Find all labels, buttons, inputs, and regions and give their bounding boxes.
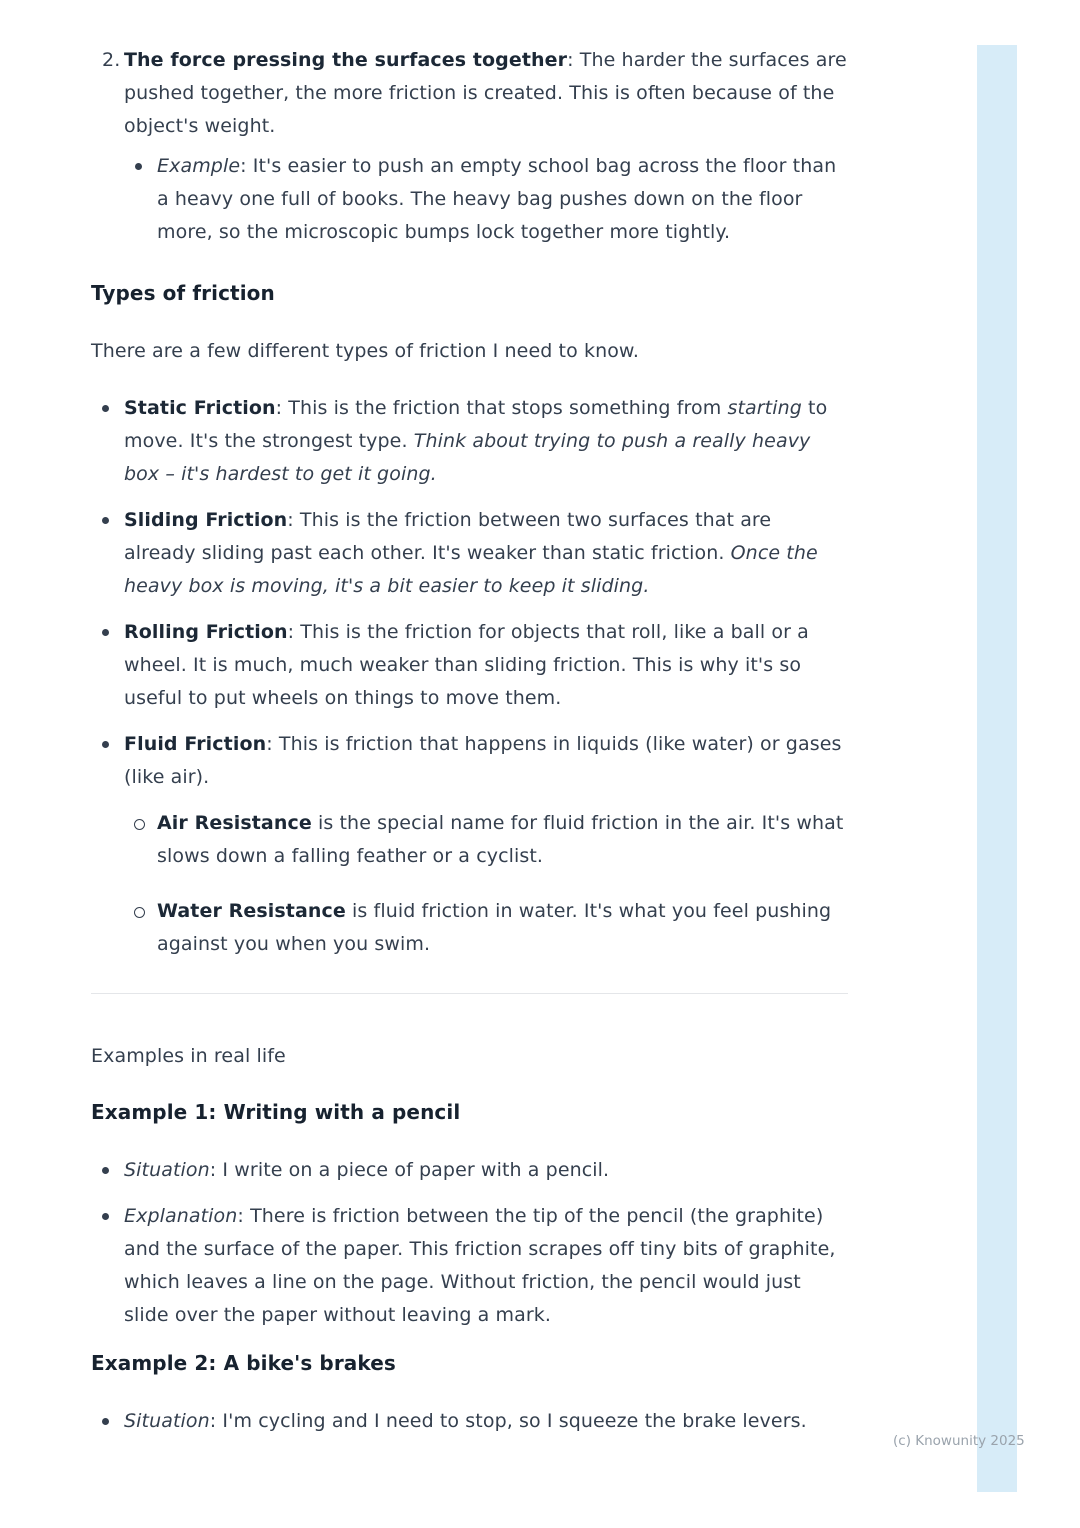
sliding-friction-italic-1: Once the heavy box is moving, it's a bit easier to keep it sliding. bbox=[124, 542, 818, 597]
example1-explanation-label: Explanation bbox=[124, 1205, 238, 1227]
example1-situation-text: : I write on a piece of paper with a pencil. bbox=[209, 1159, 610, 1181]
rolling-friction-text-1: : This is the friction for objects that roll, like a ball or a wheel. It is much, much weaker than sliding friction. This is why it's so useful to put wheels on things to move them. bbox=[124, 621, 809, 709]
fluid-friction-item bbox=[91, 728, 848, 961]
air-resistance-text: is the special name for fluid friction in the air. It's what slows down a falling feather or a cyclist. bbox=[157, 812, 844, 867]
types-of-friction-heading: Types of friction bbox=[91, 281, 275, 305]
air-resistance-label: Air Resistance bbox=[157, 812, 312, 834]
copyright-watermark: (c) Knowunity 2025 bbox=[893, 1433, 1025, 1449]
fluid-friction-text-1: : This is friction that happens in liquids (like water) or gases (like air). bbox=[124, 733, 842, 788]
sliding-friction-text-1: : This is the friction between two surfaces that are already sliding past each other. It's weaker than static friction. bbox=[124, 509, 772, 564]
rolling-friction-label: Rolling Friction bbox=[124, 621, 288, 643]
static-friction-item bbox=[91, 392, 848, 491]
section-divider bbox=[91, 993, 848, 994]
air-resistance-item bbox=[124, 807, 848, 873]
force-example-list bbox=[124, 150, 848, 249]
example2-situation-item bbox=[91, 1405, 848, 1438]
example1-situation-item bbox=[91, 1154, 848, 1187]
water-resistance-label: Water Resistance bbox=[157, 900, 346, 922]
static-friction-text-2: to move. It's the strongest type. bbox=[124, 397, 828, 452]
notes-content bbox=[91, 44, 848, 1451]
static-friction-italic-1: starting bbox=[727, 397, 802, 419]
force-paragraph bbox=[124, 44, 848, 143]
rolling-friction-item bbox=[91, 616, 848, 715]
example1-situation-label: Situation bbox=[124, 1159, 210, 1181]
sliding-friction-item bbox=[91, 504, 848, 603]
friction-types-list bbox=[91, 392, 848, 961]
example-text: : It's easier to push an empty school bag across the floor than a heavy one full of books. The heavy bag pushes down on the floor more, so the microscopic bumps lock together more tightly. bbox=[157, 155, 837, 243]
example2-situation-text: : I'm cycling and I need to stop, so I squeeze the brake levers. bbox=[209, 1410, 807, 1432]
force-title: The force pressing the surfaces together bbox=[124, 49, 568, 71]
static-friction-label: Static Friction bbox=[124, 397, 276, 419]
right-edge-stripe bbox=[977, 45, 1017, 1492]
water-resistance-text: is fluid friction in water. It's what you feel pushing against you when you swim. bbox=[157, 900, 832, 955]
static-friction-text-1: : This is the friction that stops something from bbox=[275, 397, 728, 419]
types-intro-paragraph: There are a few different types of friction I need to know. bbox=[91, 340, 639, 362]
water-resistance-item bbox=[124, 895, 848, 961]
example1-explanation-item bbox=[91, 1200, 848, 1332]
fluid-friction-sublist bbox=[124, 807, 848, 961]
numbered-item-body bbox=[124, 44, 848, 262]
example1-heading: Example 1: Writing with a pencil bbox=[91, 1100, 461, 1124]
example1-list bbox=[91, 1154, 848, 1332]
static-friction-italic-2: Think about trying to push a really heavy box – it's hardest to get it going. bbox=[124, 430, 811, 485]
example-label: Example bbox=[157, 155, 241, 177]
example2-heading: Example 2: A bike's brakes bbox=[91, 1351, 396, 1375]
examples-intro: Examples in real life bbox=[91, 1045, 286, 1067]
force-body-text: : The harder the surfaces are pushed together, the more friction is created. This is often because of the object's weight. bbox=[124, 49, 847, 137]
example2-list bbox=[91, 1405, 848, 1438]
list-number: 2. bbox=[102, 49, 121, 71]
example-bullet-item bbox=[124, 150, 848, 249]
example1-explanation-text: : There is friction between the tip of the pencil (the graphite) and the surface of the paper. This friction scrapes off tiny bits of graphite, which leaves a line on the page. Without friction, the pencil would just slide over the paper without leaving a mark. bbox=[124, 1205, 836, 1326]
fluid-friction-label: Fluid Friction bbox=[124, 733, 267, 755]
numbered-item-force bbox=[91, 44, 848, 262]
example2-situation-label: Situation bbox=[124, 1410, 210, 1432]
sliding-friction-label: Sliding Friction bbox=[124, 509, 288, 531]
